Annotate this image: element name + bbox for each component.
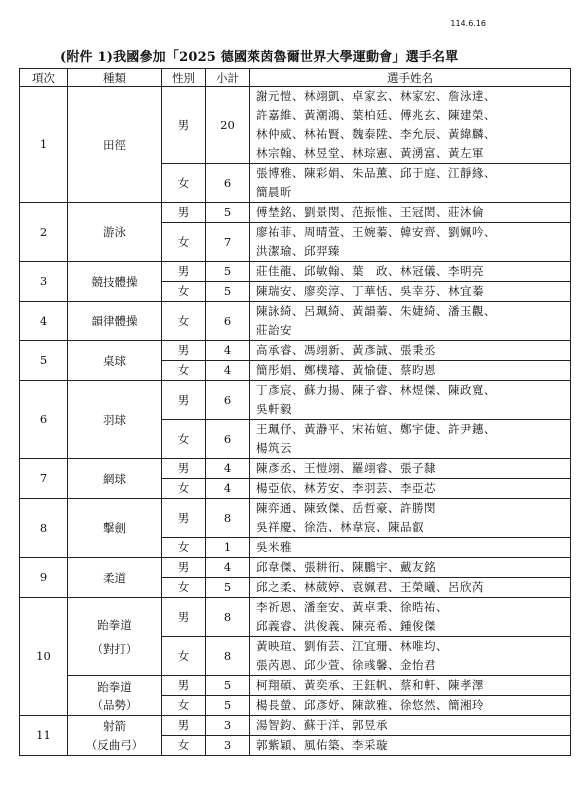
sport-name: 游泳: [68, 203, 162, 262]
subtotal-cell: 5: [206, 696, 250, 716]
item-number: 2: [20, 203, 68, 262]
item-number: 1: [20, 87, 68, 203]
item-number: 4: [20, 302, 68, 341]
athlete-names: 莊佳龍、邱敏翰、葉 政、林冠儀、李明亮: [250, 262, 571, 282]
subtotal-cell: 5: [206, 203, 250, 223]
subtotal-cell: 20: [206, 87, 250, 164]
gender-cell: 男: [162, 716, 206, 736]
gender-cell: 女: [162, 538, 206, 558]
header-no: 項次: [20, 69, 68, 87]
subtotal-cell: 3: [206, 736, 250, 756]
athlete-names: 楊亞依、林芳安、李羽芸、李亞芯: [250, 479, 571, 499]
athlete-names: 湯智鈞、蘇于洋、郭昱承: [250, 716, 571, 736]
item-number: 11: [20, 716, 68, 756]
subtotal-cell: 5: [206, 282, 250, 302]
gender-cell: 男: [162, 558, 206, 578]
table-row: [20, 716, 571, 736]
item-number: 6: [20, 381, 68, 459]
subtotal-cell: 5: [206, 578, 250, 598]
athlete-names: 丁彥宸、蘇力揚、陳子睿、林煜傑、陳政寬、 吳軒毅: [250, 381, 571, 420]
gender-cell: 男: [162, 203, 206, 223]
subtotal-cell: 5: [206, 676, 250, 696]
subtotal-cell: 4: [206, 459, 250, 479]
athlete-names: 謝元愷、林翊凱、卓家玄、林家宏、詹泳達、 許嘉維、黃潮鴻、葉柏廷、傅兆玄、陳建榮、 林仲威、林祐賢、魏泰陞、李允辰、黃緯麟、 林宗翰、林昱堂、林琮憲、黃湧富、黃左軍: [250, 87, 571, 164]
athlete-names: 王珮伃、黃瀞平、宋祐媗、鄭宇倢、許尹鏸、 楊筑云: [250, 420, 571, 459]
sport-name: 田徑: [68, 87, 162, 203]
athlete-names: 柯翔碩、黃奕承、王鈺帆、蔡和軒、陳孝澤: [250, 676, 571, 696]
header-names: 選手姓名: [250, 69, 571, 87]
athlete-names: 郭紫穎、風佑築、李采璇: [250, 736, 571, 756]
gender-cell: 女: [162, 223, 206, 262]
athlete-names: 陳彥丞、王愷翊、羅翊睿、張子隸: [250, 459, 571, 479]
subtotal-cell: 4: [206, 479, 250, 499]
athlete-names: 李祈恩、潘奎安、黃卓秉、徐晧祐、 邱義睿、洪俊義、陳亮希、鍾俊傑: [250, 598, 571, 637]
athlete-names: 吳米雅: [250, 538, 571, 558]
table-row: [20, 459, 571, 479]
athlete-names: 邱韋傑、張耕衎、陳鵬宇、戴友銘: [250, 558, 571, 578]
athlete-names: 陳瑞安、廖奕淳、丁華恬、吳幸芬、林宜蓁: [250, 282, 571, 302]
gender-cell: 女: [162, 361, 206, 381]
sport-name: 網球: [68, 459, 162, 499]
table-row: [20, 598, 571, 637]
subtotal-cell: 3: [206, 716, 250, 736]
gender-cell: 女: [162, 164, 206, 203]
gender-cell: 女: [162, 302, 206, 341]
athlete-names: 陳弈通、陳致傑、岳哲豪、許勝閔 吳祥慶、徐浩、林韋宸、陳品叡: [250, 499, 571, 538]
subtotal-cell: 8: [206, 637, 250, 676]
table-row: [20, 499, 571, 538]
subtotal-cell: 1: [206, 538, 250, 558]
subtotal-cell: 4: [206, 558, 250, 578]
item-number: 8: [20, 499, 68, 558]
subtotal-cell: 6: [206, 420, 250, 459]
header-sport: 種類: [68, 69, 162, 87]
athlete-names: 高承睿、馮翊新、黃彥誠、張秉丞: [250, 341, 571, 361]
subtotal-cell: 4: [206, 361, 250, 381]
gender-cell: 男: [162, 87, 206, 164]
table-header-row: [20, 69, 571, 87]
subtotal-cell: 8: [206, 598, 250, 637]
athlete-names: 傅埜銘、劉景閔、范振惟、王冠閎、莊沐倫: [250, 203, 571, 223]
sport-name: 跆拳道 （對打）: [68, 598, 162, 676]
item-number: 5: [20, 341, 68, 381]
gender-cell: 男: [162, 459, 206, 479]
item-number: 10: [20, 598, 68, 716]
gender-cell: 男: [162, 499, 206, 538]
document-title: (附件 1)我國參加「2025 德國萊茵魯爾世界大學運動會」選手名單: [60, 50, 459, 65]
sport-name: 擊劍: [68, 499, 162, 558]
sport-name: 羽球: [68, 381, 162, 459]
subtotal-cell: 7: [206, 223, 250, 262]
table-row: [20, 341, 571, 361]
athlete-names: 簡彤娟、鄭樸璿、黃愉倢、蔡昀恩: [250, 361, 571, 381]
sport-name: 柔道: [68, 558, 162, 598]
gender-cell: 女: [162, 420, 206, 459]
gender-cell: 男: [162, 381, 206, 420]
gender-cell: 男: [162, 676, 206, 696]
gender-cell: 男: [162, 262, 206, 282]
athlete-names: 黃映瑄、劉侑芸、江宜珊、林唯均、 張芮恩、邱少萱、徐彧馨、金怡君: [250, 637, 571, 676]
gender-cell: 女: [162, 736, 206, 756]
table-row: [20, 676, 571, 696]
sport-name: 桌球: [68, 341, 162, 381]
gender-cell: 男: [162, 341, 206, 361]
table-row: [20, 87, 571, 164]
athlete-names: 陳詠綺、呂珮綺、黃韻蓁、朱婕綺、潘玉觀、 莊詒安: [250, 302, 571, 341]
sport-name: 跆拳道 （品勢）: [68, 676, 162, 716]
document-date: 114.6.16: [450, 19, 486, 28]
gender-cell: 女: [162, 696, 206, 716]
gender-cell: 男: [162, 598, 206, 637]
sport-name: 韻律體操: [68, 302, 162, 341]
table-row: [20, 203, 571, 223]
sport-name: 競技體操: [68, 262, 162, 302]
athlete-names: 楊長螢、邱彥妤、陳歆雅、徐悠然、簡湘玲: [250, 696, 571, 716]
athlete-names: 張博雅、陳彩娟、朱品薰、邱于庭、江靜緣、 簡晨昕: [250, 164, 571, 203]
table-row: [20, 381, 571, 420]
subtotal-cell: 6: [206, 164, 250, 203]
subtotal-cell: 6: [206, 381, 250, 420]
header-subtotal: 小計: [206, 69, 250, 87]
table-row: [20, 302, 571, 341]
subtotal-cell: 4: [206, 341, 250, 361]
athlete-roster-table: [19, 68, 571, 756]
sport-name: 射箭 （反曲弓）: [68, 716, 162, 756]
item-number: 9: [20, 558, 68, 598]
table-row: [20, 262, 571, 282]
gender-cell: 女: [162, 282, 206, 302]
athlete-names: 廖祐菲、周晴萱、王婉蓁、韓安齊、劉姵吟、 洪潔瑜、邱羿臻: [250, 223, 571, 262]
header-gender: 性別: [162, 69, 206, 87]
subtotal-cell: 6: [206, 302, 250, 341]
table-row: [20, 558, 571, 578]
athlete-names: 邱之柔、林葳婷、袁姵君、王榮曦、呂欣芮: [250, 578, 571, 598]
item-number: 7: [20, 459, 68, 499]
item-number: 3: [20, 262, 68, 302]
gender-cell: 女: [162, 479, 206, 499]
subtotal-cell: 5: [206, 262, 250, 282]
gender-cell: 女: [162, 578, 206, 598]
gender-cell: 女: [162, 637, 206, 676]
subtotal-cell: 8: [206, 499, 250, 538]
